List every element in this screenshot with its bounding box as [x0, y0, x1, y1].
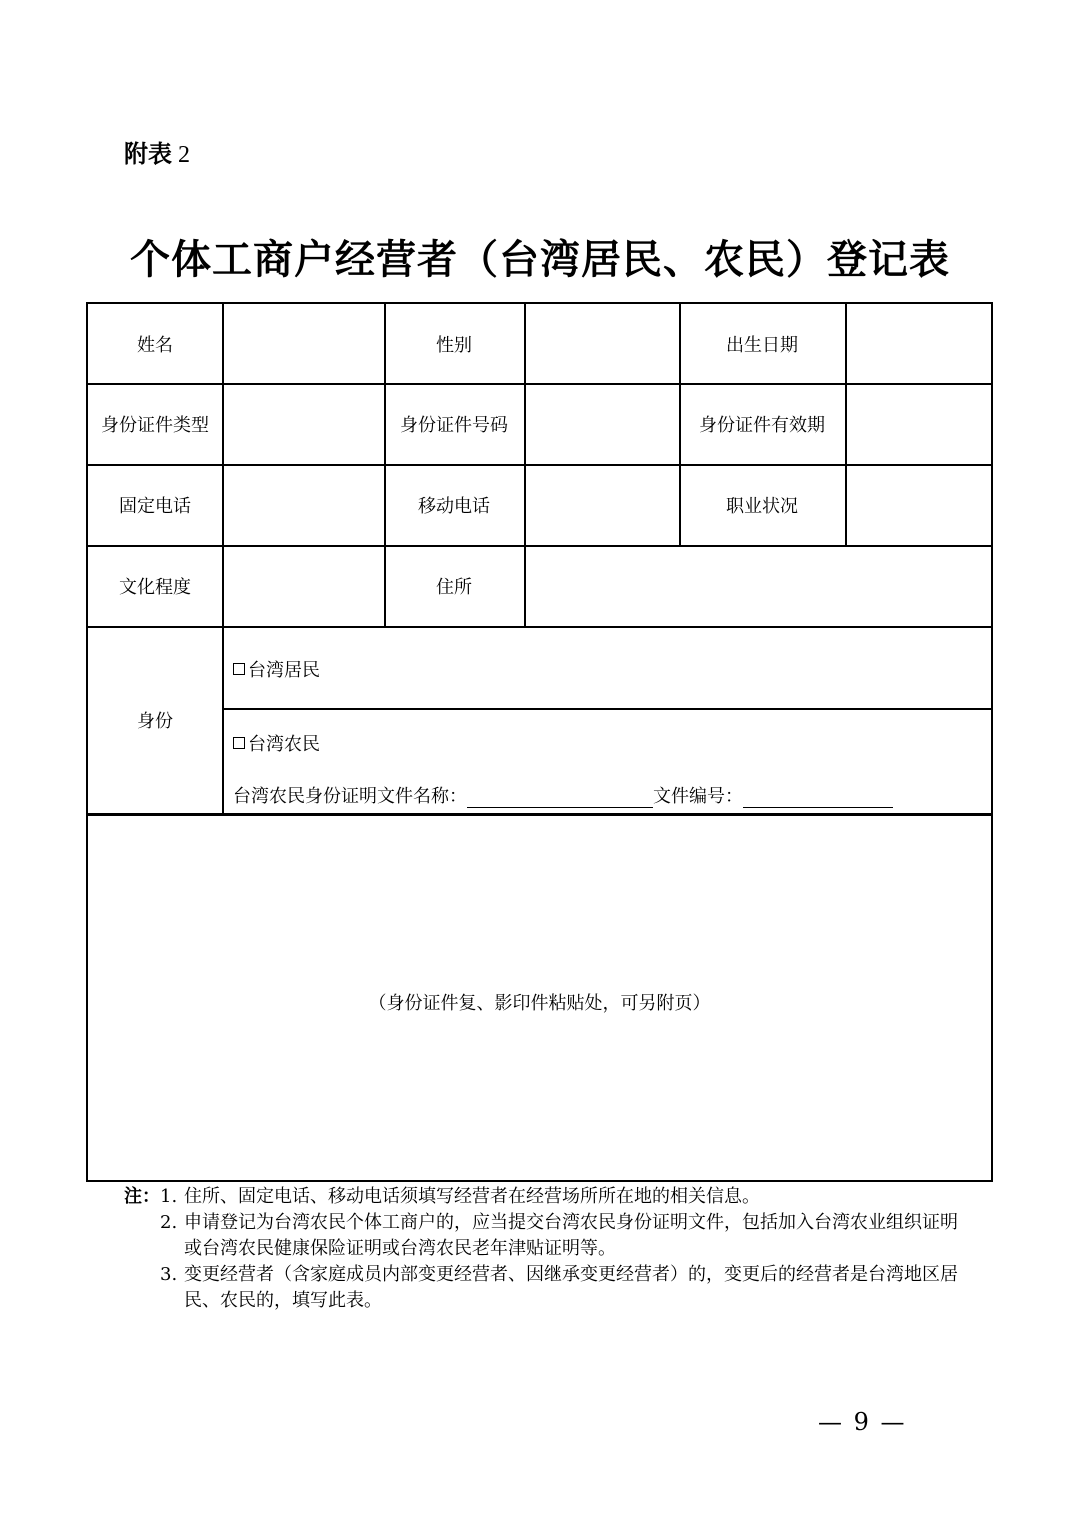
option-taiwan-resident[interactable]: [233, 656, 320, 682]
annex-label: [124, 134, 190, 169]
id-type-field[interactable]: [224, 384, 384, 464]
label-landline: 固定电话: [119, 496, 191, 517]
notes-lead: 注：: [124, 1186, 160, 1207]
doc-name-label: 台湾农民身份证明文件名称：: [233, 786, 467, 807]
note-item: [124, 1210, 964, 1262]
label-identity: 身份: [137, 711, 173, 732]
name-field[interactable]: [224, 304, 384, 383]
doc-name-blank[interactable]: [467, 789, 653, 808]
occupation-field[interactable]: [847, 465, 991, 545]
option-taiwan-farmer[interactable]: [233, 730, 320, 756]
gender-field[interactable]: [526, 304, 679, 383]
label-id-number: 身份证件号码: [400, 415, 508, 436]
label-education: 文化程度: [119, 577, 191, 598]
annex-text: 附表: [124, 140, 172, 168]
doc-number-label: 文件编号：: [653, 786, 743, 807]
note-text: 住所、固定电话、移动电话须填写经营者在经营场所所在地的相关信息。: [184, 1186, 760, 1207]
checkbox-taiwan-farmer[interactable]: [233, 737, 245, 749]
label-residence: 住所: [436, 577, 472, 598]
registration-form: [86, 302, 993, 1182]
option-taiwan-resident-label: 台湾居民: [248, 660, 320, 681]
note-text: 申请登记为台湾农民个体工商户的，应当提交台湾农民身份证明文件，包括加入台湾农业组织证明或台湾农民健康保险证明或台湾农民老年津贴证明等。: [184, 1212, 958, 1259]
note-item: [124, 1184, 964, 1210]
note-index: 1.: [160, 1186, 178, 1207]
farmer-doc-line: [233, 782, 893, 808]
label-id-type: 身份证件类型: [101, 415, 209, 436]
option-taiwan-farmer-label: 台湾农民: [248, 734, 320, 755]
residence-field[interactable]: [526, 546, 991, 626]
label-name: 姓名: [137, 334, 173, 356]
doc-number-blank[interactable]: [743, 789, 893, 808]
landline-field[interactable]: [224, 465, 384, 545]
checkbox-taiwan-resident[interactable]: [233, 663, 245, 675]
note-item: [124, 1262, 964, 1314]
notes: [124, 1184, 964, 1314]
id-copy-paste-area: （身份证件复、影印件粘贴处，可另附页）: [368, 993, 711, 1014]
id-number-field[interactable]: [526, 384, 679, 464]
page-title: 个体工商户经营者（台湾居民、农民）登记表: [130, 237, 950, 283]
label-occupation: 职业状况: [726, 496, 798, 517]
label-id-validity: 身份证件有效期: [699, 415, 825, 436]
note-index: 3.: [160, 1264, 178, 1285]
label-mobile: 移动电话: [418, 496, 490, 517]
label-gender: 性别: [436, 334, 472, 356]
id-validity-field[interactable]: [847, 384, 991, 464]
label-birth-date: 出生日期: [726, 334, 798, 356]
annex-number: 2: [178, 142, 190, 168]
mobile-field[interactable]: [526, 465, 679, 545]
education-field[interactable]: [224, 546, 384, 626]
note-text: 变更经营者（含家庭成员内部变更经营者、因继承变更经营者）的，变更后的经营者是台湾地区居民、农民的，填写此表。: [184, 1264, 958, 1311]
note-index: 2.: [160, 1212, 178, 1233]
page-number: — 9 —: [818, 1408, 907, 1436]
birth-date-field[interactable]: [847, 304, 991, 383]
